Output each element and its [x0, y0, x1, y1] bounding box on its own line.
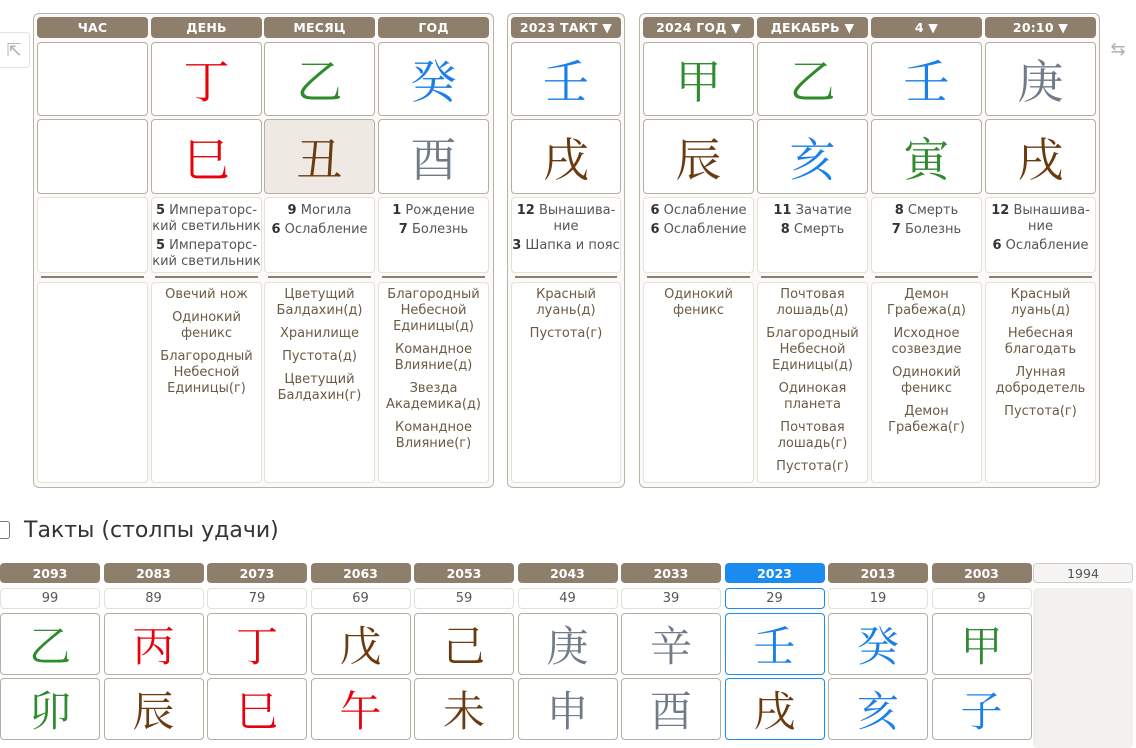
- symbolic-star: Благородный Небесной Единицы(д): [766, 326, 859, 373]
- current-year-stars: [643, 282, 754, 483]
- life-stage-name: Зачатие: [791, 203, 852, 218]
- symbolic-star: Овечий нож: [165, 287, 248, 302]
- life-stage-number: 1: [392, 203, 402, 218]
- current-hour-column: [985, 13, 1096, 483]
- natal-hour-branch: [37, 119, 148, 194]
- life-stage-number: 6: [992, 238, 1002, 253]
- luck-pillar-year[interactable]: 2013: [828, 563, 928, 583]
- life-stage: [152, 238, 261, 270]
- symbolic-star: Демон Грабежа(д): [887, 287, 966, 318]
- natal-year-stars: [378, 282, 489, 483]
- life-stage: [265, 203, 374, 219]
- life-stage-number: 6: [650, 203, 660, 218]
- luck-pillar-stem: 庚: [518, 613, 618, 675]
- life-stage-number: 6: [271, 222, 281, 237]
- natal-day-column: [151, 13, 262, 483]
- life-stage-name: Могила: [296, 203, 352, 218]
- life-stage: [872, 222, 981, 238]
- natal-year-column: [378, 13, 489, 483]
- life-stage-name: Болезнь: [900, 222, 962, 237]
- natal-day-stages: [151, 197, 262, 273]
- symbolic-star: Одинокий феникс: [664, 287, 733, 318]
- life-stage: [986, 238, 1095, 254]
- life-stage-name: Ослабление: [280, 222, 368, 237]
- luck-pillar-age: 49: [518, 588, 618, 609]
- life-stage: [265, 222, 374, 238]
- life-stage-name: Шапка и пояс: [521, 238, 620, 253]
- natal-year-stages: [378, 197, 489, 273]
- current-month-stages: [757, 197, 868, 273]
- takt-stars: [511, 282, 621, 483]
- natal-month-divider: [268, 276, 371, 278]
- luck-pillar-branch: 酉: [621, 678, 721, 740]
- natal-year-divider: [382, 276, 485, 278]
- luck-pillar-age: 19: [828, 588, 928, 609]
- life-stage-number: 7: [398, 222, 408, 237]
- current-month-divider: [761, 276, 864, 278]
- luck-pillar-branch: 申: [518, 678, 618, 740]
- natal-year-header: ГОД: [378, 17, 489, 38]
- life-stage-name: Болезнь: [407, 222, 469, 237]
- luck-pillar-branch: 戌: [725, 678, 825, 740]
- birth-year-column: [1033, 588, 1133, 748]
- luck-pillar-branch: 辰: [104, 678, 204, 740]
- symbolic-star: Небесная благодать: [1004, 326, 1077, 357]
- life-stage: [758, 203, 867, 219]
- luck-pillar-year[interactable]: 2023: [725, 563, 825, 583]
- takt-branch: 戌: [511, 119, 621, 194]
- life-stage-number: 3: [512, 238, 522, 253]
- luck-pillar-branch: 午: [311, 678, 411, 740]
- luck-pillar-branch: 卯: [0, 678, 100, 740]
- current-day-stages: [871, 197, 982, 273]
- birth-year: 1994: [1033, 563, 1133, 583]
- symbolic-star: Пустота(д): [282, 349, 357, 364]
- life-stage-number: 12: [516, 203, 535, 218]
- symbolic-star: Почтовая лошадь(д): [776, 287, 849, 318]
- current-hour-divider: [989, 276, 1092, 278]
- life-stage-name: Императорс-кий светильник: [152, 203, 261, 234]
- symbolic-star: Пустота(г): [1004, 404, 1077, 419]
- luck-pillar-stem: 丙: [104, 613, 204, 675]
- current-day-column: [871, 13, 982, 483]
- current-year-column: [643, 13, 754, 483]
- takt-column: [511, 13, 621, 483]
- current-hour-header[interactable]: 20:10 ▼: [985, 17, 1096, 38]
- life-stage-number: 6: [650, 222, 660, 237]
- luck-pillar-year[interactable]: 2093: [0, 563, 100, 583]
- luck-pillar-year[interactable]: 2033: [621, 563, 721, 583]
- life-stage: [644, 222, 753, 238]
- luck-pillar-branch: 巳: [207, 678, 307, 740]
- natal-day-stem: 丁: [151, 42, 262, 116]
- life-stage: [872, 203, 981, 219]
- takt-header[interactable]: 2023 ТАКТ ▼: [511, 17, 621, 38]
- natal-day-stars: [151, 282, 262, 483]
- natal-year-stem: 癸: [378, 42, 489, 116]
- current-day-header[interactable]: 4 ▼: [871, 17, 982, 38]
- current-year-header[interactable]: 2024 ГОД ▼: [643, 17, 754, 38]
- life-stage: [758, 222, 867, 238]
- current-year-stem: 甲: [643, 42, 754, 116]
- symbolic-star: Исходное созвездие: [891, 326, 962, 357]
- natal-day-header: ДЕНЬ: [151, 17, 262, 38]
- life-stage-name: Смерть: [789, 222, 845, 237]
- symbolic-star: Благородный Небесной Единицы(д): [387, 287, 480, 334]
- current-hour-stem: 庚: [985, 42, 1096, 116]
- luck-pillar-stem: 己: [414, 613, 514, 675]
- life-stage: [986, 203, 1095, 235]
- current-day-stars: [871, 282, 982, 483]
- symbolic-star: Пустота(г): [529, 326, 603, 341]
- current-month-branch: 亥: [757, 119, 868, 194]
- expand-icon[interactable]: ⇱: [0, 32, 30, 68]
- luck-pillar-stem: 癸: [828, 613, 928, 675]
- life-stage-name: Рождение: [401, 203, 475, 218]
- luck-pillar-year[interactable]: 2083: [104, 563, 204, 583]
- life-stage-number: 9: [287, 203, 297, 218]
- life-stage-number: 5: [155, 203, 166, 218]
- current-year-stages: [643, 197, 754, 273]
- current-month-stars: [757, 282, 868, 483]
- symbolic-star: Хранилище: [279, 326, 360, 341]
- current-month-column: [757, 13, 868, 483]
- luck-pillar-stem: 丁: [207, 613, 307, 675]
- luck-pillar-age: 89: [104, 588, 204, 609]
- life-stage-number: 12: [991, 203, 1010, 218]
- takt-stages: [511, 197, 621, 273]
- life-stage: [512, 203, 620, 235]
- life-stage-name: Ослабление: [659, 222, 747, 237]
- life-stage-name: Императорс-кий светильник: [152, 238, 261, 269]
- luck-pillar-age: 69: [311, 588, 411, 609]
- natal-month-stages: [264, 197, 375, 273]
- luck-pillar-branch: 亥: [828, 678, 928, 740]
- symbolic-star: Пустота(г): [776, 459, 849, 474]
- natal-hour-column: [37, 13, 148, 483]
- life-stage: [379, 222, 488, 238]
- life-stage-number: 7: [891, 222, 901, 237]
- luck-pillar-stem: 辛: [621, 613, 721, 675]
- natal-year-branch: 酉: [378, 119, 489, 194]
- life-stage-number: 11: [773, 203, 792, 218]
- natal-month-stars: [264, 282, 375, 483]
- symbolic-star: Благородный Небесной Единицы(г): [160, 349, 253, 396]
- life-stage-name: Вынашива-ние: [1009, 203, 1090, 234]
- current-hour-stages: [985, 197, 1096, 273]
- current-day-divider: [875, 276, 978, 278]
- current-day-stem: 壬: [871, 42, 982, 116]
- life-stage-name: Ослабление: [659, 203, 747, 218]
- natal-month-branch: 丑: [264, 119, 375, 194]
- symbolic-star: Демон Грабежа(г): [888, 404, 965, 435]
- luck-pillar-stem: 戊: [311, 613, 411, 675]
- symbolic-star: Красный луань(д): [1010, 287, 1071, 318]
- luck-pillar-branch: 子: [932, 678, 1032, 740]
- luck-pillar-branch: 未: [414, 678, 514, 740]
- symbolic-star: Командное Влияние(д): [394, 342, 473, 373]
- luck-pillar-year[interactable]: 2063: [311, 563, 411, 583]
- takt-divider: [515, 276, 617, 278]
- symbolic-star: Лунная добродетель: [995, 365, 1086, 396]
- luck-pillar-age: 59: [414, 588, 514, 609]
- natal-hour-divider: [41, 276, 144, 278]
- luck-pillars-section-title: [0, 515, 279, 545]
- natal-hour-stem: [37, 42, 148, 116]
- swap-icon[interactable]: ⇆: [1103, 32, 1133, 66]
- symbolic-star: Звезда Академика(д): [386, 381, 481, 412]
- current-month-stem: 乙: [757, 42, 868, 116]
- symbolic-star: Одинокий феникс: [172, 310, 241, 341]
- symbolic-star: Цветущий Балдахин(г): [277, 372, 362, 403]
- symbolic-star: Красный луань(д): [536, 287, 596, 318]
- luck-pillar-year[interactable]: 2003: [932, 563, 1032, 583]
- life-stage-number: 8: [780, 222, 790, 237]
- current-month-header[interactable]: ДЕКАБРЬ ▼: [757, 17, 868, 38]
- natal-hour-stars: [37, 282, 148, 483]
- natal-day-branch: 巳: [151, 119, 262, 194]
- section-toggle-icon[interactable]: [0, 521, 10, 539]
- life-stage-name: Ослабление: [1001, 238, 1089, 253]
- natal-day-divider: [155, 276, 258, 278]
- symbolic-star: Цветущий Балдахин(д): [276, 287, 363, 318]
- luck-pillar-year[interactable]: 2073: [207, 563, 307, 583]
- symbolic-star: Одинокий феникс: [892, 365, 961, 396]
- luck-pillar-age: 99: [0, 588, 100, 609]
- takt-stem: 壬: [511, 42, 621, 116]
- natal-hour-header: ЧАС: [37, 17, 148, 38]
- luck-pillar-stem: 甲: [932, 613, 1032, 675]
- life-stage-name: Вынашива-ние: [534, 203, 616, 234]
- natal-month-stem: 乙: [264, 42, 375, 116]
- luck-pillar-stem: 壬: [725, 613, 825, 675]
- luck-pillar-stem: 乙: [0, 613, 100, 675]
- life-stage-number: 5: [155, 238, 166, 253]
- luck-pillar-age: 9: [932, 588, 1032, 609]
- current-hour-stars: [985, 282, 1096, 483]
- natal-month-header: МЕСЯЦ: [264, 17, 375, 38]
- natal-hour-stages: [37, 197, 148, 273]
- luck-pillar-age: 29: [725, 588, 825, 609]
- life-stage: [379, 203, 488, 219]
- symbolic-star: Командное Влияние(г): [395, 420, 472, 451]
- natal-month-column: [264, 13, 375, 483]
- life-stage: [512, 238, 620, 254]
- life-stage: [644, 203, 753, 219]
- current-day-branch: 寅: [871, 119, 982, 194]
- life-stage: [152, 203, 261, 235]
- current-year-branch: 辰: [643, 119, 754, 194]
- luck-pillar-age: 39: [621, 588, 721, 609]
- section-title-text: Такты (столпы удачи): [24, 517, 279, 543]
- current-hour-branch: 戌: [985, 119, 1096, 194]
- luck-pillar-age: 79: [207, 588, 307, 609]
- symbolic-star: Почтовая лошадь(г): [777, 420, 848, 451]
- life-stage-name: Смерть: [903, 203, 959, 218]
- current-year-divider: [647, 276, 750, 278]
- luck-pillar-year[interactable]: 2043: [518, 563, 618, 583]
- symbolic-star: Одинокая планета: [778, 381, 847, 412]
- luck-pillar-year[interactable]: 2053: [414, 563, 514, 583]
- life-stage-number: 8: [894, 203, 904, 218]
